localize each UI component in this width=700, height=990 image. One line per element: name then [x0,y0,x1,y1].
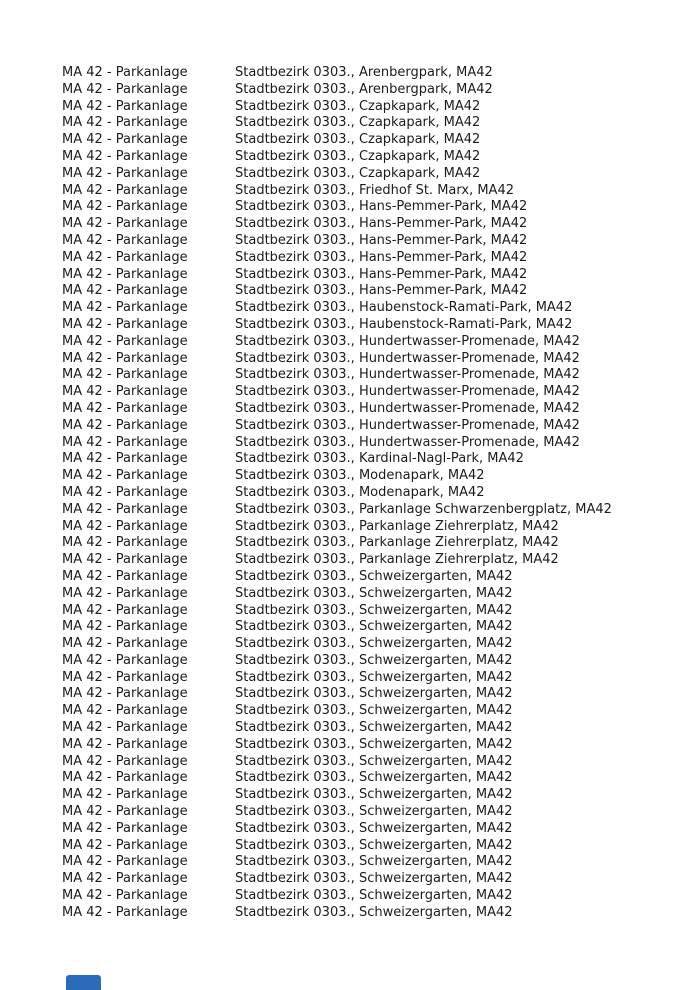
table-row [62,132,612,149]
location-cell: 03., Schweizergarten, MA42 [330,703,513,719]
org-cell: MA 42 - Parkanlage [62,804,188,820]
location-cell: 03., Schweizergarten, MA42 [330,568,513,584]
table-row [62,283,612,300]
district-cell: Stadtbezirk 03 [235,720,330,736]
district-cell: Stadtbezirk 03 [235,283,330,299]
district-cell: Stadtbezirk 03 [235,165,330,181]
table-row [62,166,612,183]
location-cell: 03., Schweizergarten, MA42 [330,585,513,601]
org-cell: MA 42 - Parkanlage [62,81,188,97]
district-cell: Stadtbezirk 03 [235,585,330,601]
table-row [62,653,612,670]
table-row [62,199,612,216]
org-cell: MA 42 - Parkanlage [62,636,188,652]
org-cell: MA 42 - Parkanlage [62,686,188,702]
district-cell: Stadtbezirk 03 [235,535,330,551]
location-cell: 03., Schweizergarten, MA42 [330,904,513,920]
district-cell: Stadtbezirk 03 [235,770,330,786]
location-cell: 03., Schweizergarten, MA42 [330,837,513,853]
org-cell: MA 42 - Parkanlage [62,384,188,400]
table-row [62,351,612,368]
org-cell: MA 42 - Parkanlage [62,736,188,752]
district-cell: Stadtbezirk 03 [235,501,330,517]
location-cell: 03., Hundertwasser-Promenade, MA42 [330,350,580,366]
org-cell: MA 42 - Parkanlage [62,367,188,383]
org-cell: MA 42 - Parkanlage [62,148,188,164]
table-row [62,451,612,468]
location-cell: 03., Kardinal-Nagl-Park, MA42 [330,451,524,467]
table-row [62,603,612,620]
location-cell: 03., Hans-Pemmer-Park, MA42 [330,266,528,282]
location-cell: 03., Hans-Pemmer-Park, MA42 [330,249,528,265]
org-cell: MA 42 - Parkanlage [62,249,188,265]
org-cell: MA 42 - Parkanlage [62,753,188,769]
location-cell: 03., Schweizergarten, MA42 [330,652,513,668]
org-cell: MA 42 - Parkanlage [62,182,188,198]
table-row [62,787,612,804]
table-row [62,804,612,821]
table-row [62,65,612,82]
location-cell: 03., Schweizergarten, MA42 [330,686,513,702]
district-cell: Stadtbezirk 03 [235,266,330,282]
table-row [62,905,612,922]
org-cell: MA 42 - Parkanlage [62,871,188,887]
district-cell: Stadtbezirk 03 [235,350,330,366]
org-cell: MA 42 - Parkanlage [62,451,188,467]
district-cell: Stadtbezirk 03 [235,888,330,904]
district-cell: Stadtbezirk 03 [235,249,330,265]
org-cell: MA 42 - Parkanlage [62,837,188,853]
location-cell: 03., Schweizergarten, MA42 [330,669,513,685]
org-cell: MA 42 - Parkanlage [62,770,188,786]
org-cell: MA 42 - Parkanlage [62,216,188,232]
org-cell: MA 42 - Parkanlage [62,904,188,920]
table-row [62,418,612,435]
table-row [62,485,612,502]
table-row [62,233,612,250]
org-cell: MA 42 - Parkanlage [62,602,188,618]
location-cell: 03., Czapkapark, MA42 [330,165,481,181]
table-row [62,888,612,905]
table-row [62,334,612,351]
org-cell: MA 42 - Parkanlage [62,65,188,80]
district-cell: Stadtbezirk 03 [235,736,330,752]
district-cell: Stadtbezirk 03 [235,148,330,164]
table-row [62,267,612,284]
org-cell: MA 42 - Parkanlage [62,820,188,836]
location-cell: 03., Czapkapark, MA42 [330,148,481,164]
org-cell: MA 42 - Parkanlage [62,720,188,736]
table-row [62,216,612,233]
table-row [62,670,612,687]
location-cell: 03., Schweizergarten, MA42 [330,619,513,635]
location-cell: 03., Schweizergarten, MA42 [330,804,513,820]
org-cell: MA 42 - Parkanlage [62,652,188,668]
district-cell: Stadtbezirk 03 [235,417,330,433]
org-cell: MA 42 - Parkanlage [62,199,188,215]
location-cell: 03., Hundertwasser-Promenade, MA42 [330,333,580,349]
table-row [62,384,612,401]
org-cell: MA 42 - Parkanlage [62,165,188,181]
org-cell: MA 42 - Parkanlage [62,316,188,332]
location-cell: 03., Parkanlage Schwarzenbergplatz, MA42 [330,501,612,517]
location-cell: 03., Parkanlage Ziehrerplatz, MA42 [330,552,559,568]
district-cell: Stadtbezirk 03 [235,703,330,719]
location-cell: 03., Schweizergarten, MA42 [330,602,513,618]
district-cell: Stadtbezirk 03 [235,669,330,685]
org-cell: MA 42 - Parkanlage [62,535,188,551]
org-cell: MA 42 - Parkanlage [62,283,188,299]
org-cell: MA 42 - Parkanlage [62,468,188,484]
table-row [62,754,612,771]
org-cell: MA 42 - Parkanlage [62,484,188,500]
location-cell: 03., Schweizergarten, MA42 [330,736,513,752]
district-cell: Stadtbezirk 03 [235,602,330,618]
district-cell: Stadtbezirk 03 [235,837,330,853]
district-cell: Stadtbezirk 03 [235,552,330,568]
org-cell: MA 42 - Parkanlage [62,669,188,685]
org-cell: MA 42 - Parkanlage [62,552,188,568]
district-cell: Stadtbezirk 03 [235,81,330,97]
location-cell: 03., Hundertwasser-Promenade, MA42 [330,367,580,383]
location-cell: 03., Schweizergarten, MA42 [330,888,513,904]
org-cell: MA 42 - Parkanlage [62,400,188,416]
district-cell: Stadtbezirk 03 [235,804,330,820]
org-cell: MA 42 - Parkanlage [62,300,188,316]
org-cell: MA 42 - Parkanlage [62,266,188,282]
table-row [62,838,612,855]
district-cell: Stadtbezirk 03 [235,182,330,198]
district-cell: Stadtbezirk 03 [235,216,330,232]
org-cell: MA 42 - Parkanlage [62,350,188,366]
district-cell: Stadtbezirk 03 [235,753,330,769]
org-cell: MA 42 - Parkanlage [62,585,188,601]
district-cell: Stadtbezirk 03 [235,132,330,148]
district-cell: Stadtbezirk 03 [235,434,330,450]
location-cell: 03., Modenapark, MA42 [330,468,485,484]
location-cell: 03., Hundertwasser-Promenade, MA42 [330,417,580,433]
district-cell: Stadtbezirk 03 [235,854,330,870]
district-cell: Stadtbezirk 03 [235,619,330,635]
district-cell: Stadtbezirk 03 [235,384,330,400]
district-cell: Stadtbezirk 03 [235,115,330,131]
org-cell: MA 42 - Parkanlage [62,518,188,534]
table-row [62,535,612,552]
district-cell: Stadtbezirk 03 [235,333,330,349]
district-cell: Stadtbezirk 03 [235,98,330,114]
location-cell: 03., Schweizergarten, MA42 [330,636,513,652]
org-cell: MA 42 - Parkanlage [62,115,188,131]
location-cell: 03., Schweizergarten, MA42 [330,871,513,887]
location-cell: 03., Haubenstock-Ramati-Park, MA42 [330,300,573,316]
table-row [62,435,612,452]
location-cell: 03., Hans-Pemmer-Park, MA42 [330,199,528,215]
org-cell: MA 42 - Parkanlage [62,417,188,433]
table-row [62,468,612,485]
district-cell: Stadtbezirk 03 [235,787,330,803]
location-cell: 03., Czapkapark, MA42 [330,132,481,148]
location-cell: 03., Schweizergarten, MA42 [330,770,513,786]
district-cell: Stadtbezirk 03 [235,871,330,887]
district-cell: Stadtbezirk 03 [235,468,330,484]
table-row [62,854,612,871]
location-cell: 03., Schweizergarten, MA42 [330,820,513,836]
district-cell: Stadtbezirk 03 [235,316,330,332]
org-cell: MA 42 - Parkanlage [62,703,188,719]
table-row [62,770,612,787]
org-cell: MA 42 - Parkanlage [62,787,188,803]
district-cell: Stadtbezirk 03 [235,518,330,534]
table-row [62,519,612,536]
location-cell: 03., Hans-Pemmer-Park, MA42 [330,283,528,299]
location-cell: 03., Parkanlage Ziehrerplatz, MA42 [330,518,559,534]
district-cell: Stadtbezirk 03 [235,300,330,316]
table-row [62,821,612,838]
table-row [62,401,612,418]
location-cell: 03., Arenbergpark, MA42 [330,81,493,97]
table-row [62,317,612,334]
table-row [62,703,612,720]
table-row [62,115,612,132]
location-cell: 03., Czapkapark, MA42 [330,115,481,131]
table-row [62,569,612,586]
location-cell: 03., Hans-Pemmer-Park, MA42 [330,216,528,232]
table-row [62,586,612,603]
location-cell: 03., Hundertwasser-Promenade, MA42 [330,384,580,400]
location-cell: 03., Arenbergpark, MA42 [330,65,493,80]
org-cell: MA 42 - Parkanlage [62,232,188,248]
table-row [62,552,612,569]
table-row [62,636,612,653]
table-row [62,183,612,200]
org-cell: MA 42 - Parkanlage [62,132,188,148]
table-row [62,250,612,267]
bottom-partial-button[interactable] [66,975,101,990]
table-row [62,720,612,737]
district-cell: Stadtbezirk 03 [235,904,330,920]
district-cell: Stadtbezirk 03 [235,199,330,215]
district-cell: Stadtbezirk 03 [235,484,330,500]
location-cell: 03., Schweizergarten, MA42 [330,720,513,736]
table-row [62,367,612,384]
district-cell: Stadtbezirk 03 [235,451,330,467]
location-cell: 03., Hans-Pemmer-Park, MA42 [330,232,528,248]
location-cell: 03., Schweizergarten, MA42 [330,753,513,769]
location-cell: 03., Modenapark, MA42 [330,484,485,500]
org-cell: MA 42 - Parkanlage [62,98,188,114]
location-cell: 03., Schweizergarten, MA42 [330,787,513,803]
table-row [62,737,612,754]
table-row [62,149,612,166]
location-cell: 03., Hundertwasser-Promenade, MA42 [330,434,580,450]
location-cell: 03., Parkanlage Ziehrerplatz, MA42 [330,535,559,551]
district-cell: Stadtbezirk 03 [235,652,330,668]
org-cell: MA 42 - Parkanlage [62,333,188,349]
table-row [62,619,612,636]
location-cell: 03., Czapkapark, MA42 [330,98,481,114]
table-row [62,99,612,116]
table-row [62,300,612,317]
org-cell: MA 42 - Parkanlage [62,888,188,904]
district-cell: Stadtbezirk 03 [235,820,330,836]
district-cell: Stadtbezirk 03 [235,400,330,416]
district-cell: Stadtbezirk 03 [235,65,330,80]
district-cell: Stadtbezirk 03 [235,686,330,702]
district-cell: Stadtbezirk 03 [235,367,330,383]
district-cell: Stadtbezirk 03 [235,568,330,584]
park-list-table [62,65,612,922]
org-cell: MA 42 - Parkanlage [62,501,188,517]
location-cell: 03., Friedhof St. Marx, MA42 [330,182,514,198]
table-row [62,82,612,99]
table-row [62,502,612,519]
org-cell: MA 42 - Parkanlage [62,619,188,635]
org-cell: MA 42 - Parkanlage [62,854,188,870]
table-row [62,686,612,703]
table-row [62,871,612,888]
location-cell: 03., Hundertwasser-Promenade, MA42 [330,400,580,416]
district-cell: Stadtbezirk 03 [235,636,330,652]
location-cell: 03., Haubenstock-Ramati-Park, MA42 [330,316,573,332]
district-cell: Stadtbezirk 03 [235,232,330,248]
location-cell: 03., Schweizergarten, MA42 [330,854,513,870]
org-cell: MA 42 - Parkanlage [62,568,188,584]
org-cell: MA 42 - Parkanlage [62,434,188,450]
